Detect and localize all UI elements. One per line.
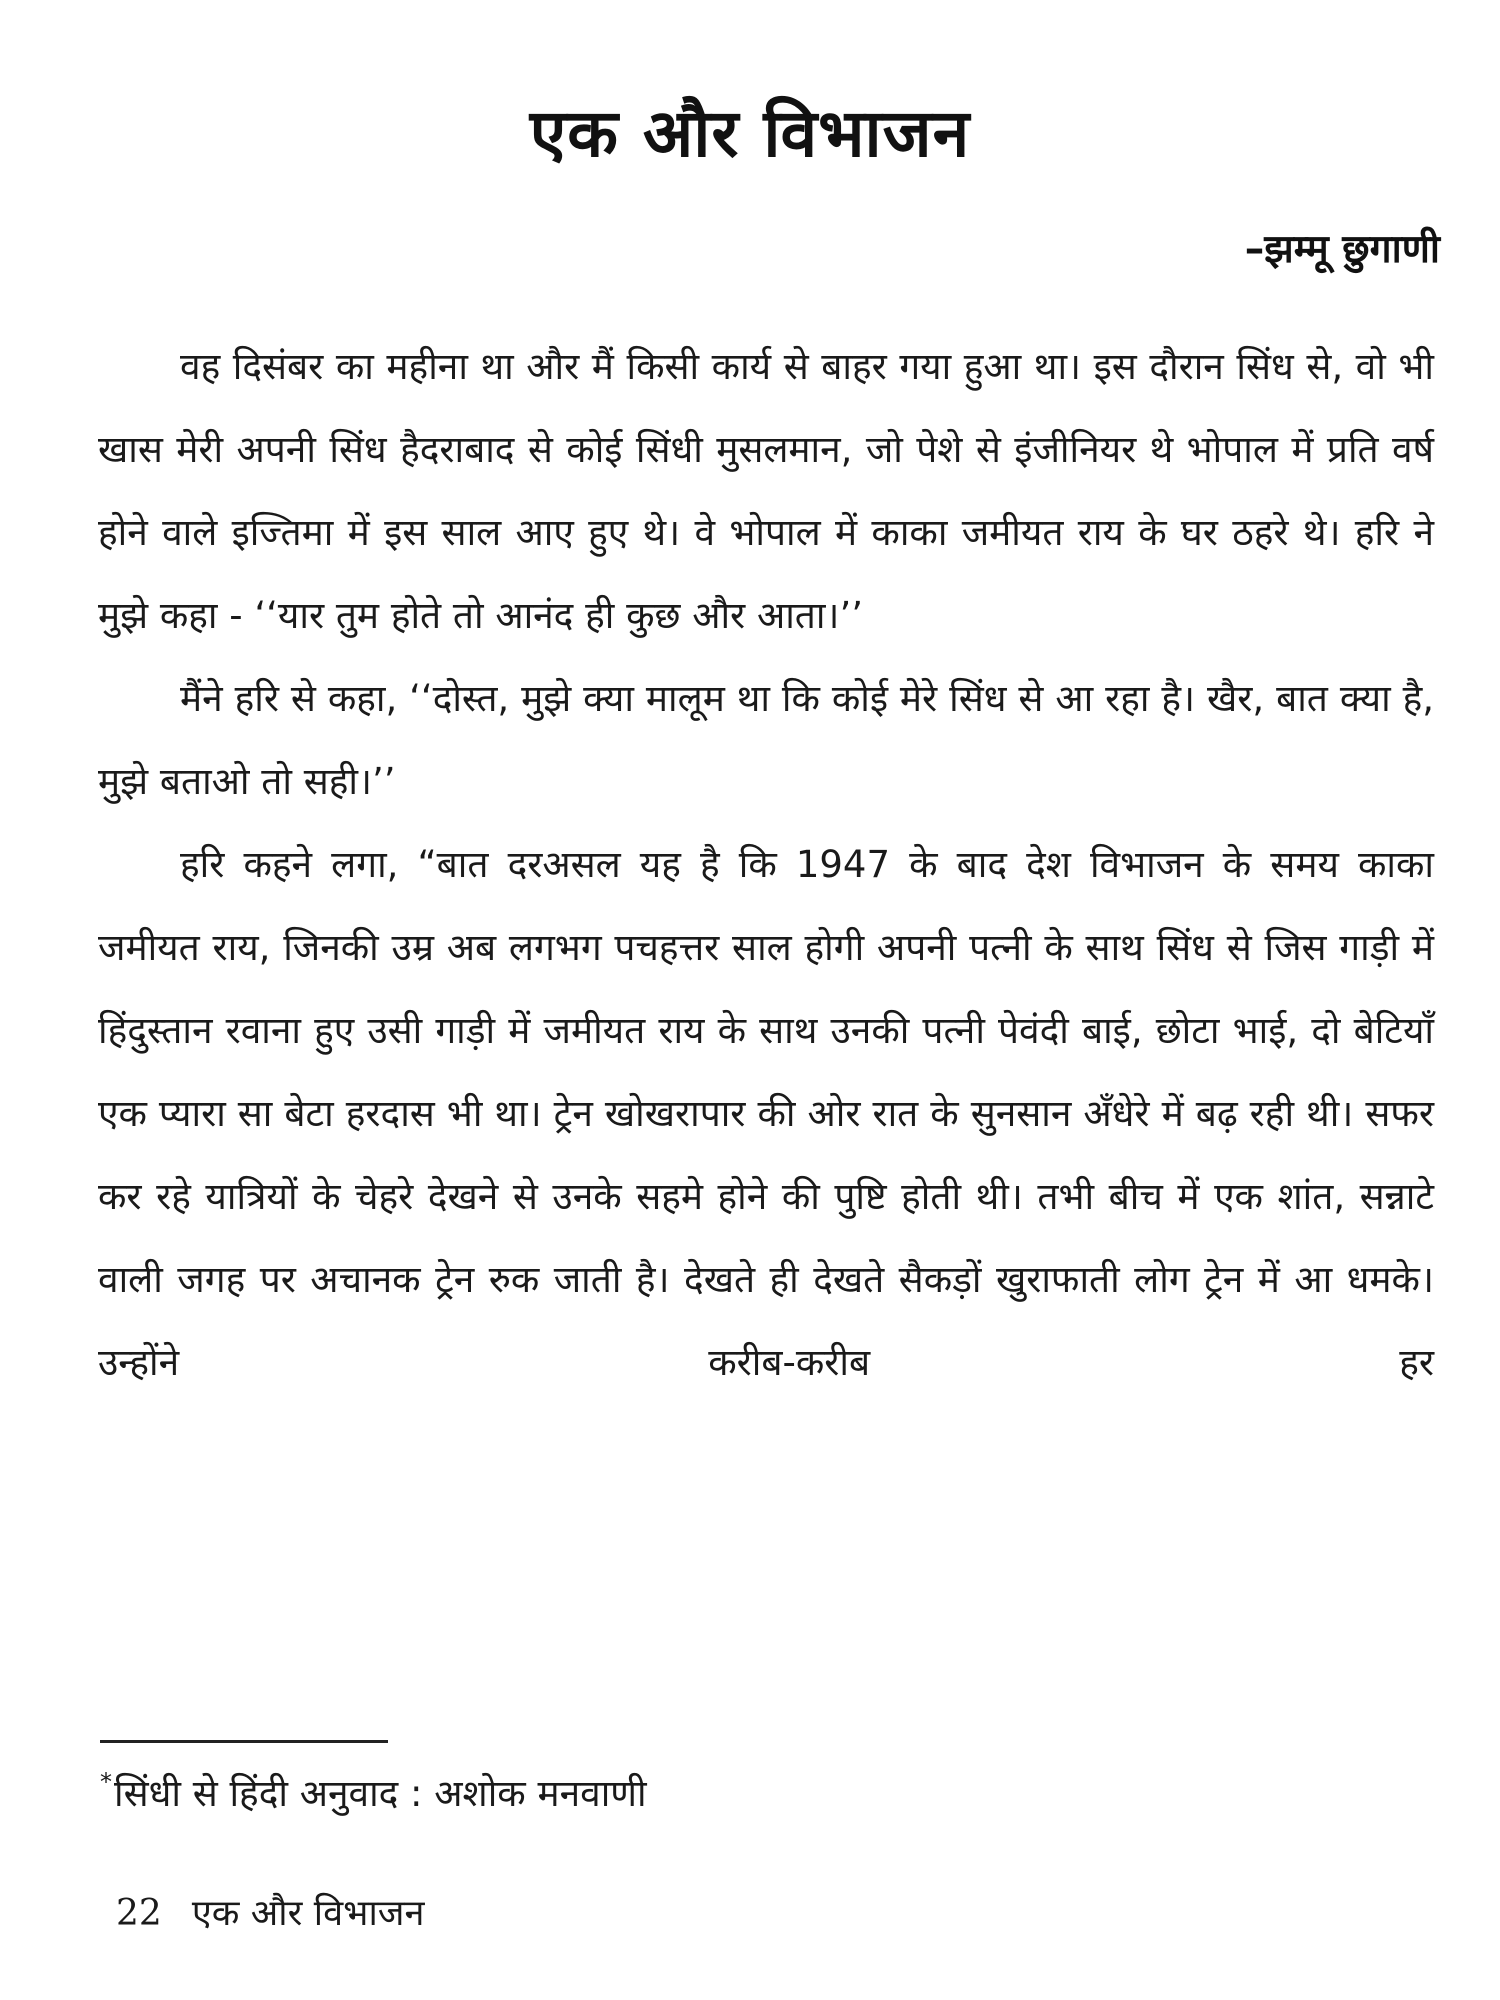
story-body [98,325,1434,1404]
page-number: 22 [116,1893,162,1934]
footnote-divider [100,1740,388,1743]
page-footer [116,1886,424,1942]
chapter-title: एक और विभाजन [529,95,971,173]
footnote-text: सिंधी से हिंदी अनुवाद : अशोक मनवाणी [114,1772,647,1815]
paragraph-3: हरि कहने लगा, “बात दरअसल यह है कि 1947 के बाद देश विभाजन के समय काका जमीयत राय, जिनकी उम्र अब लगभग पचहत्तर साल होगी अपनी पत्नी के साथ सिंध से जिस गाड़ी में हिंदुस्तान रवाना हुए उसी गाड़ी में जमीयत राय के साथ उनकी पत्नी पेवंदी बाई, छोटा भाई, दो बेटियाँ एक प्यारा सा बेटा हरदास भी था। ट्रेन खोखरापार की ओर रात के सुनसान अँधेरे में बढ़ रही थी। सफर कर रहे यात्रियों के चेहरे देखने से उनके सहमे होने की पुष्टि होती थी। तभी बीच में एक शांत, सन्नाटे वाली जगह पर अचानक ट्रेन रुक जाती है। देखते ही देखते सैकड़ों खुराफाती लोग ट्रेन में आ धमके। उन्होंने करीब-करीब हर [98,843,1434,1384]
footnote-marker: * [100,1768,112,1796]
paragraph-2: मैंने हरि से कहा, ‘‘दोस्त, मुझे क्या मालूम था कि कोई मेरे सिंध से आ रहा है। खैर, बात क्या है, मुझे बताओ तो सही।’’ [98,677,1434,803]
translation-footnote [100,1752,647,1824]
running-title: एक और विभाजन [191,1893,425,1934]
paragraph-1: वह दिसंबर का महीना था और मैं किसी कार्य से बाहर गया हुआ था। इस दौरान सिंध से, वो भी खास मेरी अपनी सिंध हैदराबाद से कोई सिंधी मुसलमान, जो पेशे से इंजीनियर थे भोपाल में प्रति वर्ष होने वाले इज्तिमा में इस साल आए हुए थे। वे भोपाल में काका जमीयत राय के घर ठहरे थे। हरि ने मुझे कहा - ‘‘यार तुम होते तो आनंद ही कुछ और आता।’’ [98,345,1434,637]
author-byline: –झम्मू छुगाणी [1244,227,1440,272]
